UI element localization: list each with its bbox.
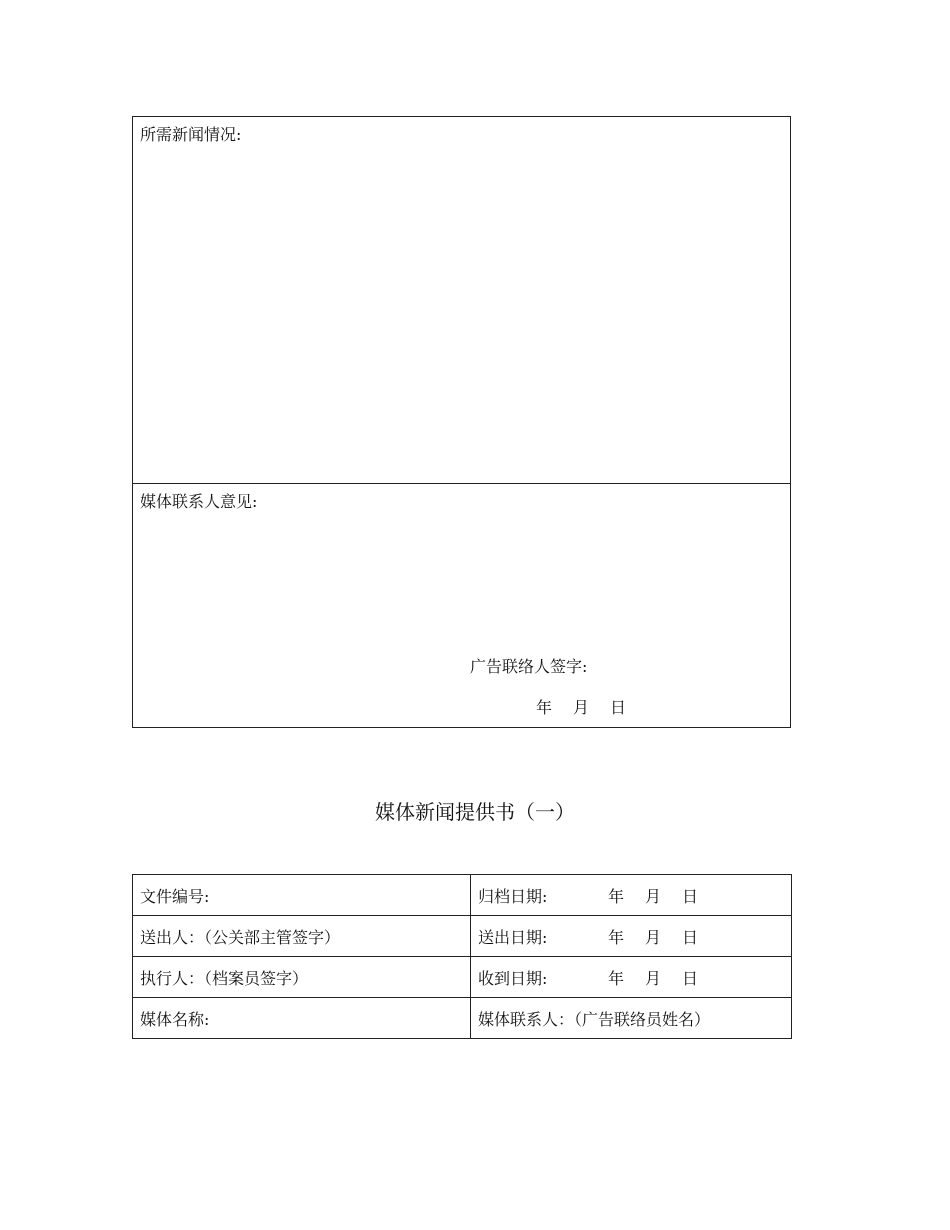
receive-date-label: 收到日期:: [478, 968, 548, 988]
date-year: 年: [608, 927, 625, 947]
date-year: 年: [536, 698, 553, 717]
archive-date-label: 归档日期:: [478, 886, 548, 906]
table-row: [133, 998, 792, 1039]
file-number-cell: 文件编号:: [133, 875, 471, 916]
date-day: 日: [682, 968, 699, 988]
date-year: 年: [608, 886, 625, 906]
date-month: 月: [645, 968, 662, 988]
date-day: 日: [610, 698, 627, 717]
date-day: 日: [682, 927, 699, 947]
document-title: 媒体新闻提供书（一）: [375, 800, 575, 824]
signature-label: 广告联络人签字:: [470, 657, 588, 676]
signature-date: [536, 695, 647, 718]
opinion-label: 媒体联系人意见:: [140, 492, 258, 511]
table-row: [133, 875, 792, 916]
executor-cell: 执行人：（档案员签字）: [133, 957, 471, 998]
date-month: 月: [645, 886, 662, 906]
send-date-cell: [471, 916, 792, 957]
date-month: 月: [645, 927, 662, 947]
date-year: 年: [608, 968, 625, 988]
news-section-box: [132, 116, 791, 484]
news-label: 所需新闻情况:: [140, 125, 242, 144]
media-name-cell: 媒体名称:: [133, 998, 471, 1039]
send-date-label: 送出日期:: [478, 927, 548, 947]
table-row: [133, 957, 792, 998]
date-month: 月: [573, 698, 590, 717]
sender-cell: 送出人：（公关部主管签字）: [133, 916, 471, 957]
media-contact-cell: 媒体联系人：（广告联络员姓名）: [471, 998, 792, 1039]
date-day: 日: [682, 886, 699, 906]
archive-date-cell: [471, 875, 792, 916]
receive-date-cell: [471, 957, 792, 998]
media-contact-opinion-box: [132, 483, 791, 728]
info-table: [132, 874, 792, 1039]
table-row: [133, 916, 792, 957]
